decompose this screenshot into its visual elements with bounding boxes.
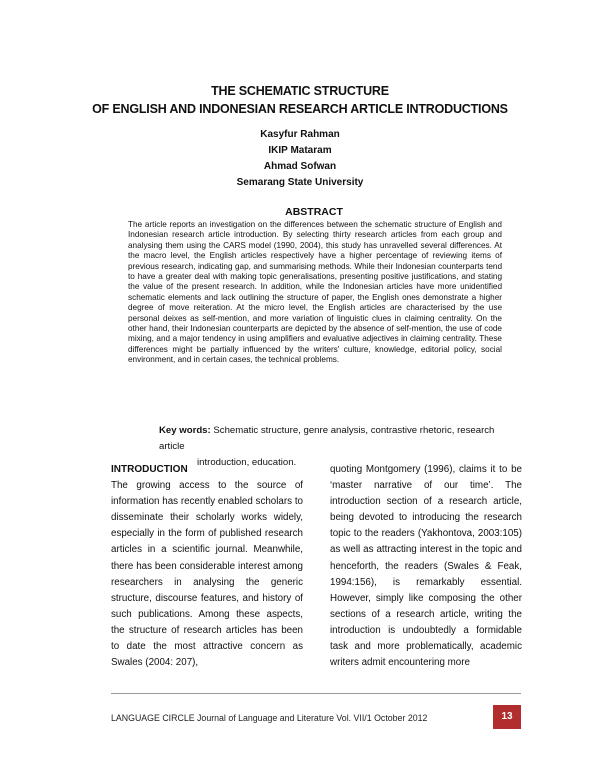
intro-left-column bbox=[111, 462, 303, 671]
author-affiliation-1: IKIP Mataram bbox=[268, 145, 332, 156]
paper-title-line-2: OF ENGLISH AND INDONESIAN RESEARCH ARTICLE INTRODUCTIONS bbox=[92, 102, 508, 116]
abstract-text: The article reports an investigation on the differences between the schematic structure of English and Indonesian research article introduction. By selecting thirty research articles from each group and analysing them using the CARS model (1990, 2004), this study has unravelled several differences. At the macro level, the English articles respectively have a higher percentage of reviewing items of previous research, indicating gap, and summarising methods. While their Indonesian counterparts tend to have a greater deal with making topic generalisations, presenting positive justifications, and stating the value of the present research. In addition, while the Indonesian articles have more unidentified schematic elements and lack outlining the structure of paper, the English ones demonstrate a higher degree of move reiteration. At the micro level, the English articles are characterised by the use personal deixes as self-mention, and more variation of linguistic clues in claiming centrality. On the other hand, their Indonesian counterparts are depicted by the absence of self-mention, the use of code mixing, and a major tendency in using amplifiers and evaluative adjectives in claiming centrality. These differences might be partially influenced by the writers' culture, knowledge, editorial policy, social environment, and in certain cases, the technical problems. bbox=[128, 220, 502, 365]
intro-right-text: quoting Montgomery (1996), claims it to be ‘master narrative of our time’. The introduction section of a research article, being devoted to introducing the research topic to the readers (Yakhontova, 2003:105) as well as attracting interest in the topic and henceforth, the readers (Swales & Feak, 1994:156), is remarkably essential. However, simply like composing the other sections of a research article, writing the introduction is undoubtedly a formidable task and more problematically, academic writers admit encountering more bbox=[330, 464, 522, 669]
paper-title-line-1: THE SCHEMATIC STRUCTURE bbox=[211, 84, 389, 98]
author-name-1: Kasyfur Rahman bbox=[260, 129, 340, 140]
keywords-line-2: introduction, education. bbox=[197, 457, 297, 468]
footer-journal: LANGUAGE CIRCLE Journal of Language and Literature Vol. VII/1 October 2012 bbox=[111, 713, 428, 723]
footer-divider bbox=[111, 693, 521, 694]
keywords-label: Key words: bbox=[159, 425, 211, 436]
page-number-badge: 13 bbox=[493, 705, 521, 729]
intro-right-column bbox=[330, 462, 522, 671]
author-affiliation-2: Semarang State University bbox=[236, 177, 364, 188]
intro-left-text: The growing access to the source of information has recently enabled scholars to disseminate their scholarly works widely, especially in the form of published research articles in a scientific journal. Meanwhile, there has been considerable interest among researchers in analysing the generic structure, discourse features, and history of such publications. Among these aspects, the structure of research articles has been to date the most attractive concern as Swales (2004: 207), bbox=[111, 480, 303, 669]
keywords-line-1: Schematic structure, genre analysis, contrastive rhetoric, research article bbox=[159, 425, 495, 452]
author-name-2: Ahmad Sofwan bbox=[263, 161, 337, 172]
abstract-heading: ABSTRACT bbox=[285, 206, 343, 218]
introduction-heading: INTRODUCTION bbox=[111, 464, 188, 475]
